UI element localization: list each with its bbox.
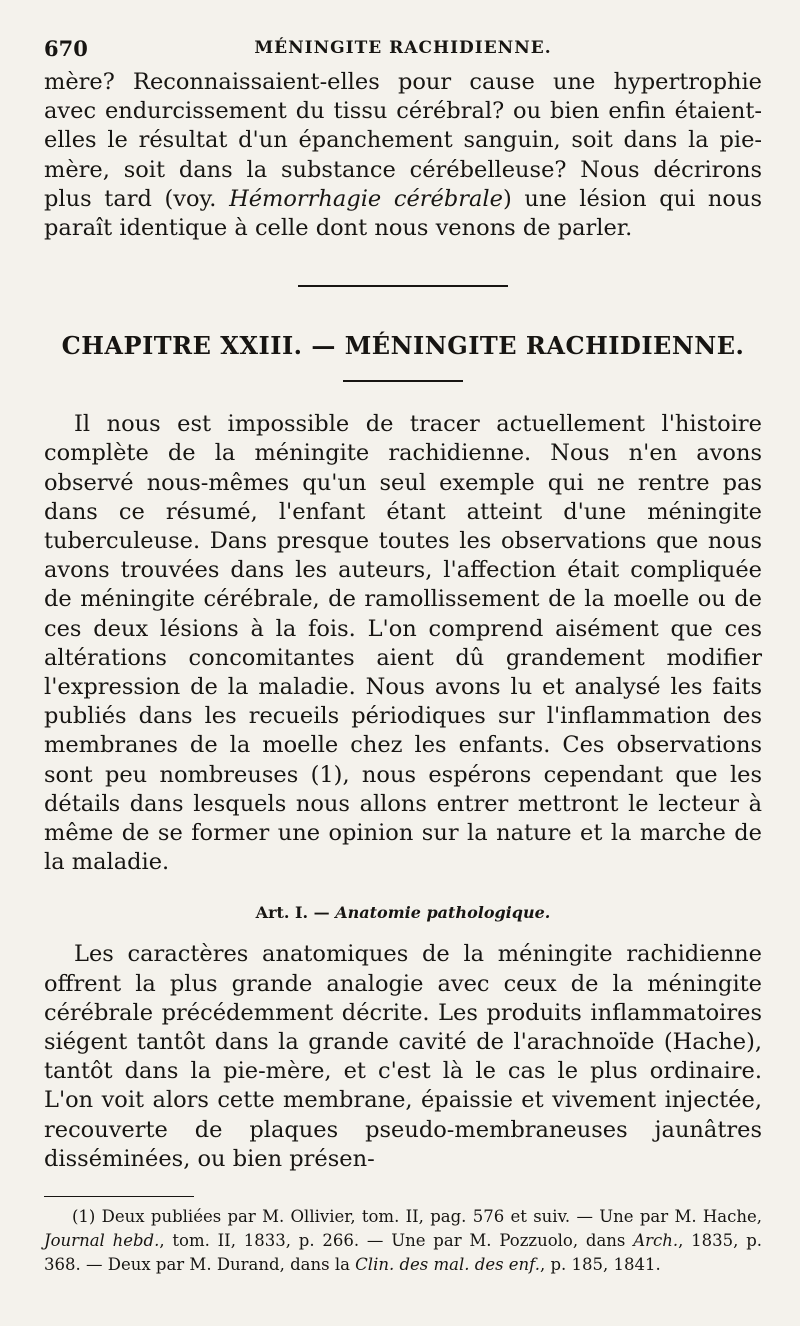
footnote-part-1: (1) Deux publiées par M. Ollivier, tom. II, pag. 576 et suiv. — Une par M. Hache, — [72, 1207, 762, 1227]
footnote-italic-1: Journal hebd. — [44, 1231, 160, 1251]
page-number: 670 — [44, 36, 88, 61]
article-heading — [44, 903, 762, 922]
chapter-paragraph: Il nous est impossible de tracer actuellement l'histoire complète de la méningite rachidienne. Nous n'en avons observé nous-mêmes qu'un seul exemple qui ne rentre pas dans ce résumé, l'enfant étant atteint d'une méningite tuberculeuse. Dans presque toutes les observations que nous avons trouvées dans les auteurs, l'affection était compliquée de méningite cérébrale, de ramollissement de la moelle ou de ces deux lésions à la fois. L'on comprend aisément que ces altérations concomitantes aient dû grandement modifier l'expression de la maladie. Nous avons lu et analysé les faits publiés dans les recueils périodiques sur l'inflammation des membranes de la moelle chez les enfants. Ces observations sont peu nombreuses (1), nous espérons cependant que les détails dans lesquels nous allons entrer mettront le lecteur à même de se former une opinion sur la nature et la marche de la maladie. — [44, 411, 762, 876]
intro-paragraph — [44, 68, 762, 243]
chapter-underline — [343, 380, 463, 382]
intro-text: mère? Reconnaissaient-elles pour cause une hypertrophie avec endurcissement du tissu cérébral? ou bien enfin étaient-elles le résultat d'un épanchement sanguin, soit dans la pie-mère, soit dans la substance cérébelleuse? Nous décrirons plus tard (voy. — [44, 69, 762, 212]
footnote-italic-2: Arch. — [633, 1231, 679, 1251]
section-divider — [298, 285, 508, 287]
intro-text-end: ) une lésion qui nous paraît identique à celle dont nous venons de parler. — [44, 185, 763, 242]
footnote-divider — [44, 1196, 194, 1197]
chapter-heading: CHAPITRE XXIII. — MÉNINGITE RACHIDIENNE. — [61, 331, 745, 361]
article-paragraph: Les caractères anatomiques de la méningite rachidienne offrent la plus grande analogie avec ceux de la méningite cérébrale précédemment décrite. Les produits inflammatoires siégent tantôt dans la grande cavité de l'arachnoïde (Hache), tantôt dans la pie-mère, et c'est là le cas le plus ordinaire. L'on voit alors cette membrane, épaissie et vivement injectée, recouverte de plaques pseudo-membraneuses jaunâtres disséminées, ou bien présen- — [44, 941, 762, 1172]
footnote-part-3: , 1835, p. 368. — Deux par M. Durand, dans la — [44, 1231, 763, 1275]
footnote-italic-3: Clin. des mal. des enf. — [355, 1255, 540, 1275]
intro-italic-reference: Hémorrhagie cérébrale — [229, 185, 503, 212]
article-heading-title: Anatomie pathologique. — [335, 903, 551, 923]
footnote-part-4: , p. 185, 1841. — [539, 1255, 661, 1275]
footnote-part-2: , tom. II, 1833, p. 266. — Une par M. Pozzuolo, dans — [159, 1231, 634, 1251]
footnote — [44, 1205, 762, 1277]
running-head — [44, 36, 762, 64]
running-title: MÉNINGITE RACHIDIENNE. — [254, 38, 552, 58]
article-heading-prefix: Art. I. — — [255, 903, 336, 923]
